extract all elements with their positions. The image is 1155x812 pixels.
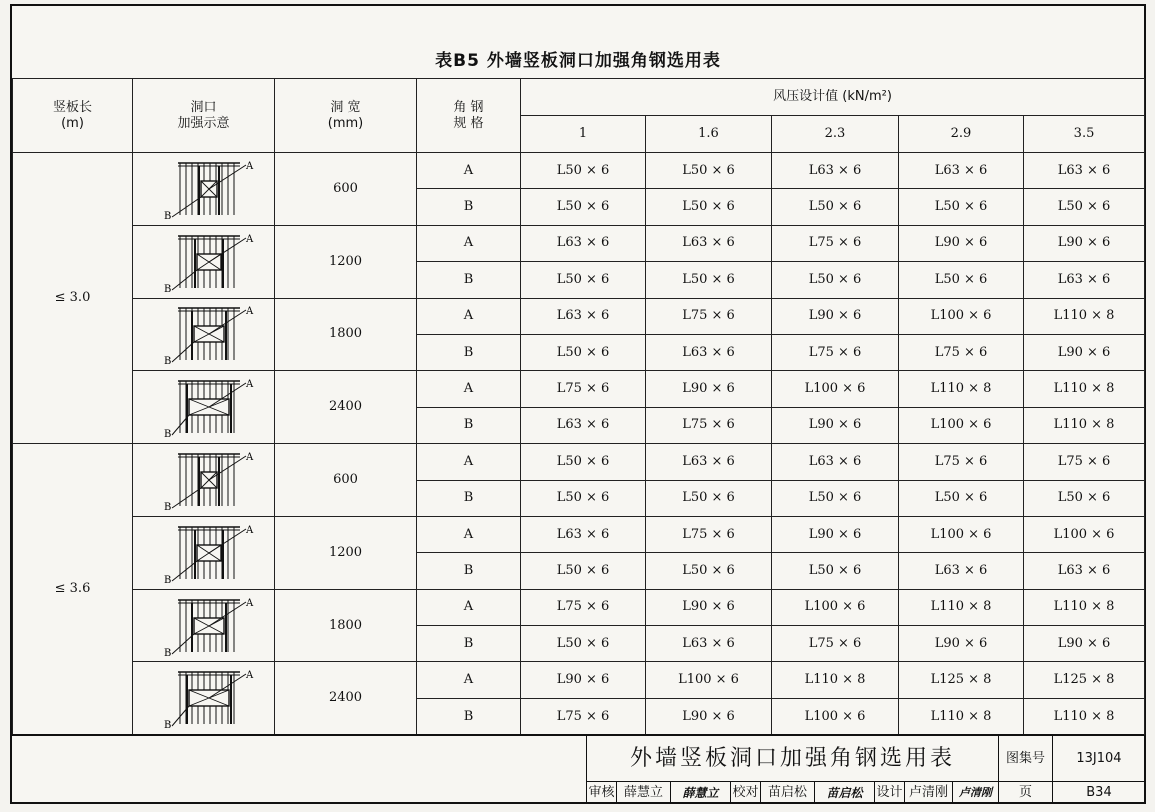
angle-steel-cell: L50 × 6 bbox=[521, 626, 646, 662]
angle-steel-cell: L63 × 6 bbox=[1024, 553, 1145, 589]
angle-steel-cell: L110 × 8 bbox=[899, 698, 1024, 734]
review-label: 审核 bbox=[587, 782, 617, 804]
page-number: B34 bbox=[1086, 785, 1112, 800]
angle-steel-cell: L63 × 6 bbox=[521, 298, 646, 334]
spec-cell: A bbox=[417, 516, 521, 552]
label-a: A bbox=[245, 233, 253, 245]
angle-steel-cell: L100 × 6 bbox=[772, 698, 899, 734]
header-pressure: 2.9 bbox=[899, 116, 1024, 153]
table-row bbox=[13, 444, 1145, 480]
opening-width-cell: 2400 bbox=[275, 662, 417, 735]
angle-steel-cell: L50 × 6 bbox=[1024, 189, 1145, 225]
table-row bbox=[13, 516, 1145, 552]
header-pressure: 1.6 bbox=[646, 116, 772, 153]
angle-steel-cell: L63 × 6 bbox=[521, 407, 646, 443]
angle-steel-cell: L90 × 6 bbox=[521, 662, 646, 698]
angle-steel-cell: L110 × 8 bbox=[1024, 371, 1145, 407]
angle-steel-cell: L63 × 6 bbox=[772, 153, 899, 189]
label-a: A bbox=[245, 670, 253, 682]
label-a: A bbox=[245, 452, 253, 464]
spec-cell: A bbox=[417, 662, 521, 698]
angle-steel-cell: L50 × 6 bbox=[646, 153, 772, 189]
drawing-sheet bbox=[10, 4, 1146, 804]
table-row bbox=[13, 589, 1145, 625]
table-row bbox=[13, 371, 1145, 407]
opening-width-cell: 1200 bbox=[275, 516, 417, 589]
header-length bbox=[13, 79, 133, 153]
label-a: A bbox=[245, 160, 253, 172]
label-a: A bbox=[245, 306, 253, 318]
spec-cell: A bbox=[417, 298, 521, 334]
diagram-cell bbox=[133, 589, 275, 662]
spec-cell: A bbox=[417, 371, 521, 407]
angle-steel-cell: L75 × 6 bbox=[1024, 444, 1145, 480]
angle-steel-cell: L75 × 6 bbox=[646, 298, 772, 334]
angle-steel-cell: L110 × 8 bbox=[1024, 698, 1145, 734]
angle-steel-cell: L100 × 6 bbox=[899, 298, 1024, 334]
angle-steel-cell: L63 × 6 bbox=[899, 553, 1024, 589]
angle-steel-cell: L75 × 6 bbox=[772, 626, 899, 662]
header-diagram-text: 洞口 加强示意 bbox=[177, 99, 230, 131]
selection-table bbox=[12, 78, 1145, 735]
table-row bbox=[13, 298, 1145, 334]
spec-cell: B bbox=[417, 480, 521, 516]
angle-steel-cell: L100 × 6 bbox=[899, 407, 1024, 443]
diagram-cell bbox=[133, 444, 275, 517]
spec-cell: A bbox=[417, 444, 521, 480]
header-wind: 风压设计值 (kN/m²) bbox=[521, 79, 1145, 116]
angle-steel-cell: L90 × 6 bbox=[646, 698, 772, 734]
opening-diagram bbox=[154, 230, 254, 294]
angle-steel-cell: L90 × 6 bbox=[772, 407, 899, 443]
angle-steel-cell: L50 × 6 bbox=[899, 189, 1024, 225]
angle-steel-cell: L50 × 6 bbox=[646, 480, 772, 516]
angle-steel-cell: L100 × 6 bbox=[646, 662, 772, 698]
angle-steel-cell: L50 × 6 bbox=[772, 553, 899, 589]
angle-steel-cell: L110 × 8 bbox=[1024, 298, 1145, 334]
checker-name: 苗启松 bbox=[761, 782, 815, 804]
length-cell: ≤ 3.6 bbox=[13, 444, 133, 735]
angle-steel-cell: L50 × 6 bbox=[772, 189, 899, 225]
spec-cell: A bbox=[417, 225, 521, 261]
label-b: B bbox=[163, 356, 171, 367]
atlas-number: 13J104 bbox=[1053, 736, 1145, 782]
header-length-text: 竖板长 (m) bbox=[52, 99, 92, 131]
table-title: 表B5 外墙竖板洞口加强角钢选用表 bbox=[435, 51, 721, 71]
angle-steel-cell: L100 × 6 bbox=[772, 589, 899, 625]
angle-steel-cell: L125 × 8 bbox=[1024, 662, 1145, 698]
title-block-box bbox=[586, 736, 1145, 804]
opening-diagram bbox=[154, 157, 254, 221]
angle-steel-cell: L75 × 6 bbox=[899, 334, 1024, 370]
angle-steel-cell: L75 × 6 bbox=[521, 589, 646, 625]
checker-signature: 苗启松 bbox=[815, 782, 875, 804]
header-pressure: 3.5 bbox=[1024, 116, 1145, 153]
angle-steel-cell: L50 × 6 bbox=[521, 480, 646, 516]
label-b: B bbox=[163, 283, 171, 294]
angle-steel-cell: L50 × 6 bbox=[521, 553, 646, 589]
table-row bbox=[13, 225, 1145, 261]
angle-steel-cell: L63 × 6 bbox=[1024, 153, 1145, 189]
label-b: B bbox=[163, 574, 171, 585]
spec-cell: B bbox=[417, 334, 521, 370]
angle-steel-cell: L75 × 6 bbox=[521, 698, 646, 734]
angle-steel-cell: L63 × 6 bbox=[646, 444, 772, 480]
angle-steel-cell: L50 × 6 bbox=[521, 262, 646, 298]
angle-steel-cell: L110 × 8 bbox=[899, 589, 1024, 625]
design-label: 设计 bbox=[875, 782, 905, 804]
opening-width-cell: 600 bbox=[275, 444, 417, 517]
angle-steel-cell: L50 × 6 bbox=[521, 334, 646, 370]
spec-cell: B bbox=[417, 189, 521, 225]
angle-steel-cell: L90 × 6 bbox=[772, 516, 899, 552]
angle-steel-cell: L50 × 6 bbox=[646, 553, 772, 589]
opening-width-cell: 1800 bbox=[275, 589, 417, 662]
angle-steel-cell: L50 × 6 bbox=[899, 480, 1024, 516]
angle-steel-cell: L75 × 6 bbox=[646, 407, 772, 443]
table-row bbox=[13, 662, 1145, 698]
angle-steel-cell: L75 × 6 bbox=[772, 225, 899, 261]
label-a: A bbox=[245, 597, 253, 609]
table-row bbox=[13, 153, 1145, 189]
angle-steel-cell: L50 × 6 bbox=[899, 262, 1024, 298]
angle-steel-cell: L75 × 6 bbox=[772, 334, 899, 370]
angle-steel-cell: L50 × 6 bbox=[646, 262, 772, 298]
opening-width-cell: 1800 bbox=[275, 298, 417, 371]
angle-steel-cell: L75 × 6 bbox=[646, 516, 772, 552]
label-b: B bbox=[163, 429, 171, 440]
angle-steel-cell: L90 × 6 bbox=[646, 589, 772, 625]
angle-steel-cell: L50 × 6 bbox=[521, 189, 646, 225]
angle-steel-cell: L50 × 6 bbox=[521, 444, 646, 480]
angle-steel-cell: L50 × 6 bbox=[646, 189, 772, 225]
reviewer-name: 薛慧立 bbox=[617, 782, 671, 804]
header-width bbox=[275, 79, 417, 153]
angle-steel-cell: L63 × 6 bbox=[899, 153, 1024, 189]
opening-diagram bbox=[154, 302, 254, 366]
angle-steel-cell: L50 × 6 bbox=[521, 153, 646, 189]
spec-cell: B bbox=[417, 553, 521, 589]
angle-steel-cell: L110 × 8 bbox=[772, 662, 899, 698]
atlas-label: 图集号 bbox=[999, 736, 1053, 782]
angle-steel-cell: L75 × 6 bbox=[521, 371, 646, 407]
opening-diagram bbox=[154, 594, 254, 658]
page-label: 页 bbox=[999, 782, 1053, 804]
check-label: 校对 bbox=[731, 782, 761, 804]
angle-steel-cell: L90 × 6 bbox=[1024, 334, 1145, 370]
diagram-cell bbox=[133, 662, 275, 735]
spec-cell: B bbox=[417, 698, 521, 734]
angle-steel-cell: L63 × 6 bbox=[521, 225, 646, 261]
angle-steel-cell: L100 × 6 bbox=[772, 371, 899, 407]
angle-steel-cell: L63 × 6 bbox=[1024, 262, 1145, 298]
opening-diagram bbox=[154, 448, 254, 512]
header-width-text: 洞 宽 (mm) bbox=[327, 99, 364, 131]
table-body bbox=[13, 153, 1145, 735]
angle-steel-cell: L90 × 6 bbox=[1024, 626, 1145, 662]
header-spec-text: 角 钢 规 格 bbox=[453, 99, 484, 131]
spec-cell: A bbox=[417, 153, 521, 189]
angle-steel-cell: L90 × 6 bbox=[772, 298, 899, 334]
opening-width-cell: 600 bbox=[275, 153, 417, 226]
angle-steel-cell: L90 × 6 bbox=[899, 626, 1024, 662]
label-a: A bbox=[245, 379, 253, 391]
angle-steel-cell: L63 × 6 bbox=[646, 334, 772, 370]
angle-steel-cell: L63 × 6 bbox=[646, 225, 772, 261]
diagram-cell bbox=[133, 516, 275, 589]
angle-steel-cell: L63 × 6 bbox=[646, 626, 772, 662]
label-b: B bbox=[163, 720, 171, 731]
angle-steel-cell: L110 × 8 bbox=[1024, 589, 1145, 625]
length-cell: ≤ 3.0 bbox=[13, 153, 133, 444]
header-spec bbox=[417, 79, 521, 153]
diagram-cell bbox=[133, 298, 275, 371]
angle-steel-cell: L63 × 6 bbox=[521, 516, 646, 552]
label-a: A bbox=[245, 524, 253, 536]
title-block bbox=[12, 734, 1144, 804]
label-b: B bbox=[163, 502, 171, 513]
header-diagram bbox=[133, 79, 275, 153]
angle-steel-cell: L100 × 6 bbox=[899, 516, 1024, 552]
footer-title: 外墙竖板洞口加强角钢选用表 bbox=[587, 736, 999, 782]
opening-diagram bbox=[154, 521, 254, 585]
spec-cell: B bbox=[417, 626, 521, 662]
angle-steel-cell: L110 × 8 bbox=[1024, 407, 1145, 443]
angle-steel-cell: L63 × 6 bbox=[772, 444, 899, 480]
diagram-cell bbox=[133, 371, 275, 444]
angle-steel-cell: L50 × 6 bbox=[772, 262, 899, 298]
angle-steel-cell: L75 × 6 bbox=[899, 444, 1024, 480]
designer-signature: 卢清刚 bbox=[953, 782, 999, 804]
angle-steel-cell: L90 × 6 bbox=[899, 225, 1024, 261]
angle-steel-cell: L50 × 6 bbox=[772, 480, 899, 516]
angle-steel-cell: L110 × 8 bbox=[899, 371, 1024, 407]
opening-diagram bbox=[154, 375, 254, 439]
spec-cell: B bbox=[417, 262, 521, 298]
angle-steel-cell: L100 × 6 bbox=[1024, 516, 1145, 552]
title-bar bbox=[12, 6, 1144, 78]
angle-steel-cell: L50 × 6 bbox=[1024, 480, 1145, 516]
diagram-cell bbox=[133, 153, 275, 226]
diagram-cell bbox=[133, 225, 275, 298]
spec-cell: A bbox=[417, 589, 521, 625]
spec-cell: B bbox=[417, 407, 521, 443]
label-b: B bbox=[163, 210, 171, 221]
angle-steel-cell: L90 × 6 bbox=[1024, 225, 1145, 261]
header-pressure: 2.3 bbox=[772, 116, 899, 153]
reviewer-signature: 薛慧立 bbox=[671, 782, 731, 804]
designer-name: 卢清刚 bbox=[905, 782, 953, 804]
opening-width-cell: 1200 bbox=[275, 225, 417, 298]
opening-diagram bbox=[154, 666, 254, 730]
header-pressure: 1 bbox=[521, 116, 646, 153]
angle-steel-cell: L125 × 8 bbox=[899, 662, 1024, 698]
opening-width-cell: 2400 bbox=[275, 371, 417, 444]
label-b: B bbox=[163, 647, 171, 658]
angle-steel-cell: L90 × 6 bbox=[646, 371, 772, 407]
